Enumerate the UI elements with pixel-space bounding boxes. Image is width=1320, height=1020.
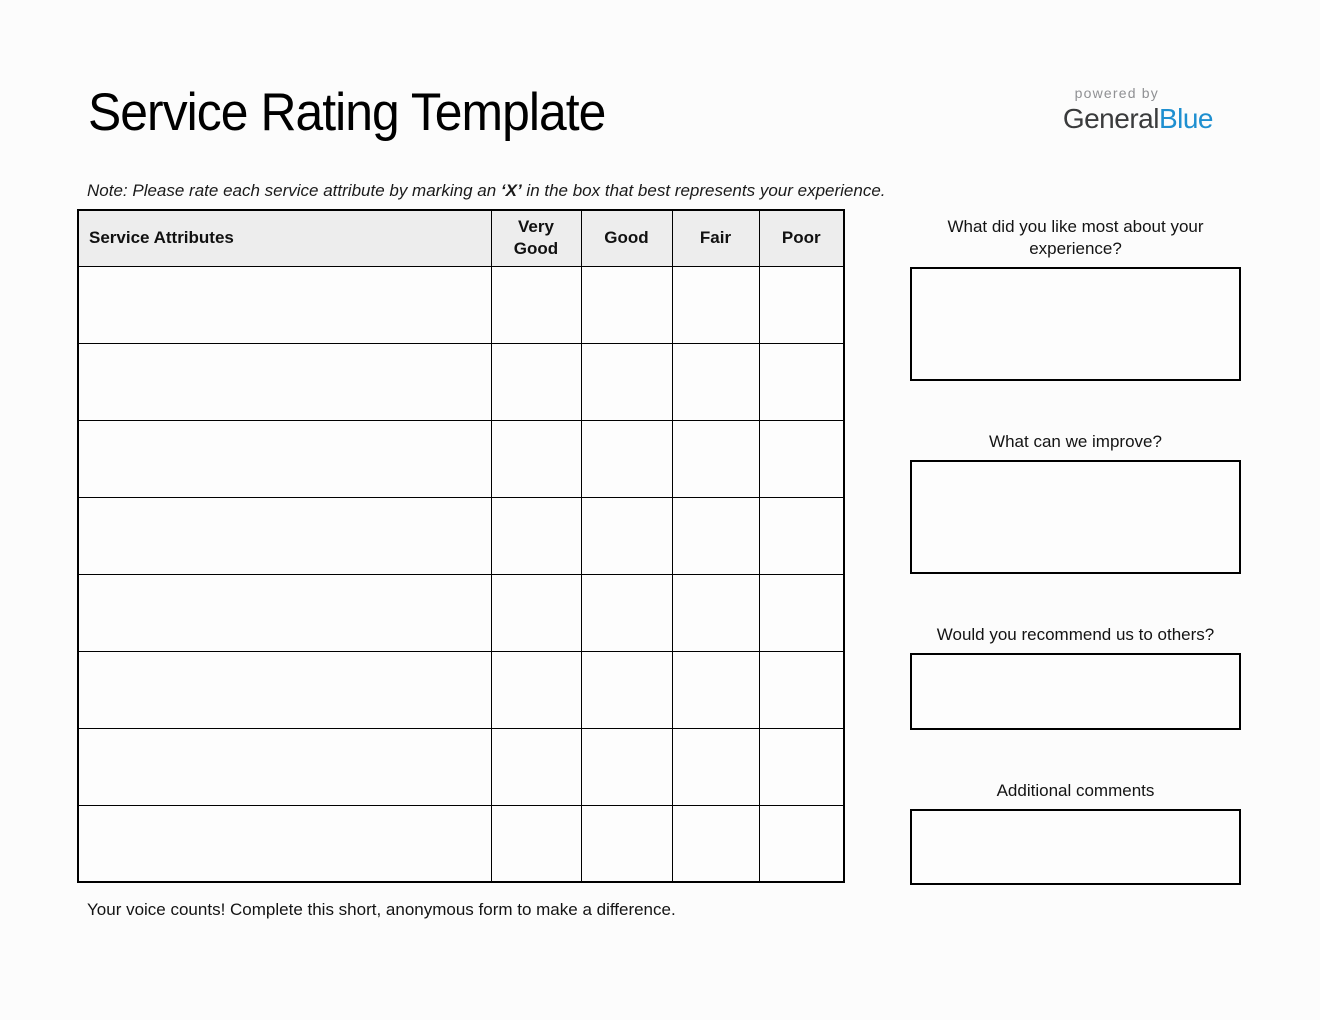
rating-table-body — [78, 266, 844, 882]
attribute-cell[interactable] — [78, 651, 491, 728]
rating-cell-good[interactable] — [581, 343, 672, 420]
table-row — [78, 420, 844, 497]
table-row — [78, 574, 844, 651]
table-row — [78, 805, 844, 882]
rating-cell-good[interactable] — [581, 728, 672, 805]
rating-cell-fair[interactable] — [672, 574, 759, 651]
rating-cell-poor[interactable] — [759, 420, 844, 497]
question-label: What can we improve? — [989, 432, 1162, 451]
brand-logo — [1063, 85, 1213, 135]
rating-table — [77, 209, 845, 883]
rating-cell-fair[interactable] — [672, 420, 759, 497]
table-row — [78, 266, 844, 343]
note-prefix: Note: Please rate each service attribute by marking an — [87, 181, 501, 200]
question-label: Additional comments — [996, 781, 1155, 800]
page-title: Service Rating Template — [88, 83, 606, 142]
attribute-cell[interactable] — [78, 497, 491, 574]
rating-cell-very-good[interactable] — [491, 805, 581, 882]
col-header-poor: Poor — [759, 210, 844, 266]
rating-cell-fair[interactable] — [672, 266, 759, 343]
attribute-cell[interactable] — [78, 728, 491, 805]
rating-cell-fair[interactable] — [672, 497, 759, 574]
col-header-good: Good — [581, 210, 672, 266]
rating-cell-poor[interactable] — [759, 497, 844, 574]
note-x-emphasis: ‘X’ — [500, 181, 522, 200]
rating-cell-fair[interactable] — [672, 343, 759, 420]
rating-cell-very-good[interactable] — [491, 497, 581, 574]
rating-cell-good[interactable] — [581, 805, 672, 882]
rating-cell-very-good[interactable] — [491, 728, 581, 805]
rating-cell-very-good[interactable] — [491, 343, 581, 420]
question-section-improve — [910, 431, 1241, 574]
question-section-additional-comments — [910, 780, 1241, 885]
rating-cell-very-good[interactable] — [491, 651, 581, 728]
rating-cell-poor[interactable] — [759, 343, 844, 420]
instruction-note — [87, 181, 886, 201]
rating-cell-fair[interactable] — [672, 651, 759, 728]
attribute-cell[interactable] — [78, 343, 491, 420]
table-row — [78, 651, 844, 728]
rating-cell-fair[interactable] — [672, 805, 759, 882]
rating-cell-good[interactable] — [581, 651, 672, 728]
rating-cell-good[interactable] — [581, 574, 672, 651]
question-label: What did you like most about your experience? — [947, 217, 1204, 258]
question-section-recommend — [910, 624, 1241, 730]
rating-cell-poor[interactable] — [759, 728, 844, 805]
brand-blue-text: Blue — [1158, 103, 1213, 134]
rating-cell-fair[interactable] — [672, 728, 759, 805]
rating-cell-poor[interactable] — [759, 805, 844, 882]
table-row — [78, 728, 844, 805]
rating-cell-very-good[interactable] — [491, 574, 581, 651]
table-row — [78, 343, 844, 420]
powered-by-label: powered by — [1074, 85, 1159, 101]
answer-box-additional-comments[interactable] — [910, 809, 1241, 885]
rating-cell-poor[interactable] — [759, 651, 844, 728]
col-header-very-good: Very Good — [491, 210, 581, 266]
attribute-cell[interactable] — [78, 574, 491, 651]
rating-table-header-row — [78, 210, 844, 266]
question-label: Would you recommend us to others? — [936, 625, 1215, 644]
rating-cell-very-good[interactable] — [491, 266, 581, 343]
answer-box-recommend[interactable] — [910, 653, 1241, 730]
brand-general-text: General — [1062, 103, 1159, 134]
attribute-cell[interactable] — [78, 420, 491, 497]
col-header-fair: Fair — [672, 210, 759, 266]
rating-cell-very-good[interactable] — [491, 420, 581, 497]
answer-box-improve[interactable] — [910, 460, 1241, 574]
rating-cell-poor[interactable] — [759, 266, 844, 343]
rating-cell-good[interactable] — [581, 266, 672, 343]
table-row — [78, 497, 844, 574]
note-suffix: in the box that best represents your experience. — [521, 181, 886, 200]
question-section-liked-most — [910, 216, 1241, 381]
feedback-panel — [910, 216, 1241, 935]
rating-cell-good[interactable] — [581, 497, 672, 574]
generalblue-wordmark — [1063, 103, 1213, 134]
answer-box-liked-most[interactable] — [910, 267, 1241, 381]
col-header-service-attributes: Service Attributes — [78, 210, 491, 266]
rating-cell-good[interactable] — [581, 420, 672, 497]
attribute-cell[interactable] — [78, 266, 491, 343]
rating-cell-poor[interactable] — [759, 574, 844, 651]
attribute-cell[interactable] — [78, 805, 491, 882]
footer-message: Your voice counts! Complete this short, anonymous form to make a difference. — [87, 900, 676, 919]
